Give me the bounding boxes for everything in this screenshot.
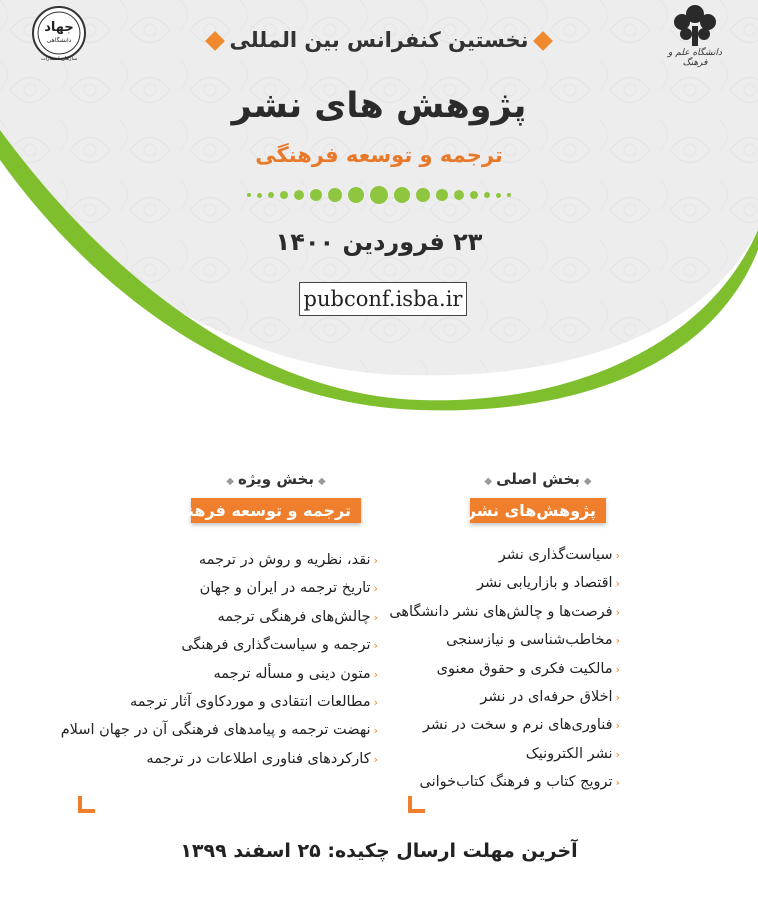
hero-background <box>0 0 758 420</box>
university-caption: دانشگاه علم و فرهنگ <box>668 48 722 68</box>
chevron-left-icon: ‹ <box>373 554 378 567</box>
chevron-left-icon: ‹ <box>373 667 378 681</box>
chevron-left-icon: ‹ <box>373 639 378 653</box>
chevron-left-icon: ‹ <box>615 747 620 761</box>
topic-list-item <box>61 631 378 659</box>
topic-label: مالکیت فکری و حقوق معنوی <box>436 660 613 677</box>
main-section <box>468 470 608 523</box>
chevron-left-icon: ‹ <box>615 719 620 733</box>
svg-text:سازمان انتشارات: سازمان انتشارات <box>40 56 78 62</box>
chevron-left-icon: ‹ <box>615 662 620 676</box>
conference-url[interactable]: pubconf.isba.ir <box>299 282 467 316</box>
chevron-left-icon: ‹ <box>373 582 378 596</box>
diamond-bullet-icon: ◆ <box>226 476 234 487</box>
conference-title: پژوهش های نشر <box>231 86 527 126</box>
topic-label: نهضت ترجمه و پیامدهای فرهنگی آن در جهان اسلام <box>60 722 371 739</box>
topic-list-item <box>61 688 378 716</box>
topic-label: مطالعات انتقادی و موردکاوی آثار ترجمه <box>129 693 371 710</box>
topic-list-item <box>61 660 378 688</box>
topic-label: ترجمه و سیاست‌گذاری فرهنگی <box>181 637 371 654</box>
conference-tagline: ترجمه و توسعه فرهنگی <box>255 143 503 167</box>
topic-label: اقتصاد و بازاریابی نشر <box>476 575 613 592</box>
topic-list-item <box>389 768 620 796</box>
chevron-left-icon: ‹ <box>615 776 620 790</box>
topic-list-item <box>61 745 378 773</box>
chevron-left-icon: ‹ <box>373 610 378 624</box>
topic-list-item <box>389 598 620 626</box>
conference-date: ۲۳ فروردین ۱۴۰۰ <box>275 228 483 256</box>
chevron-left-icon: ‹ <box>373 724 378 738</box>
submission-deadline: آخرین مهلت ارسال چکیده: ۲۵ اسفند ۱۳۹۹ <box>180 840 578 862</box>
corner-bracket-icon <box>78 796 95 813</box>
svg-text:جهاد: جهاد <box>44 20 74 35</box>
topic-list-item <box>389 626 620 654</box>
diamond-bullet-icon: ◆ <box>484 476 493 487</box>
topic-label: ترویج کتاب و فرهنگ کتاب‌خوانی <box>419 774 613 791</box>
main-topic-list <box>389 541 620 797</box>
chevron-left-icon: ‹ <box>373 695 378 709</box>
chevron-left-icon: ‹ <box>615 690 620 704</box>
dot-divider <box>0 186 758 204</box>
conference-subtitle: نخستین کنفرانس بین المللی <box>229 28 529 52</box>
special-section-tag: ترجمه و توسعه فرهنگی <box>191 498 361 523</box>
topic-list-item <box>389 655 620 683</box>
svg-text:دانشگاهی: دانشگاهی <box>46 37 72 44</box>
topic-label: نقد، نظریه و روش در ترجمه <box>198 552 371 568</box>
topic-label: چالش‌های فرهنگی ترجمه <box>217 608 371 625</box>
diamond-bullet-icon: ◆ <box>583 476 592 487</box>
topic-label: تاریخ ترجمه در ایران و جهان <box>199 580 371 597</box>
chevron-left-icon: ‹ <box>615 605 620 619</box>
topic-label: سیاست‌گذاری نشر <box>498 547 613 563</box>
topic-label: نشر الکترونیک <box>525 745 613 762</box>
topic-list-item <box>61 716 378 744</box>
topic-list-item <box>389 740 620 768</box>
topic-list-item <box>389 541 620 569</box>
hero-banner <box>0 0 758 420</box>
topic-list-item <box>389 569 620 597</box>
chevron-left-icon: ‹ <box>373 752 378 766</box>
topic-label: کارکردهای فناوری اطلاعات در ترجمه <box>146 750 371 767</box>
topic-list-item <box>61 546 378 574</box>
main-section-tag: پژوهش‌های نشر <box>470 498 606 523</box>
chevron-left-icon: ‹ <box>615 549 620 562</box>
topic-list-item <box>389 711 620 739</box>
topic-list-item <box>61 574 378 602</box>
special-section-title: ◆بخش ویژه◆ <box>226 470 326 488</box>
topic-label: متون دینی و مسأله ترجمه <box>213 665 371 682</box>
chevron-left-icon: ‹ <box>615 577 620 591</box>
corner-bracket-icon <box>408 796 425 813</box>
topic-label: فناوری‌های نرم و سخت در نشر <box>422 717 613 734</box>
topic-label: مخاطب‌شناسی و نیازسنجی <box>446 632 613 649</box>
topic-list-item <box>389 683 620 711</box>
main-section-title: ◆بخش اصلی◆ <box>484 470 592 488</box>
topic-label: فرصت‌ها و چالش‌های نشر دانشگاهی <box>389 603 613 620</box>
diamond-bullet-icon: ◆ <box>318 476 326 487</box>
special-topic-list <box>61 546 378 773</box>
topic-list-item <box>61 603 378 631</box>
chevron-left-icon: ‹ <box>615 634 620 648</box>
special-section <box>162 470 362 523</box>
topic-label: اخلاق حرفه‌ای در نشر <box>480 688 613 705</box>
